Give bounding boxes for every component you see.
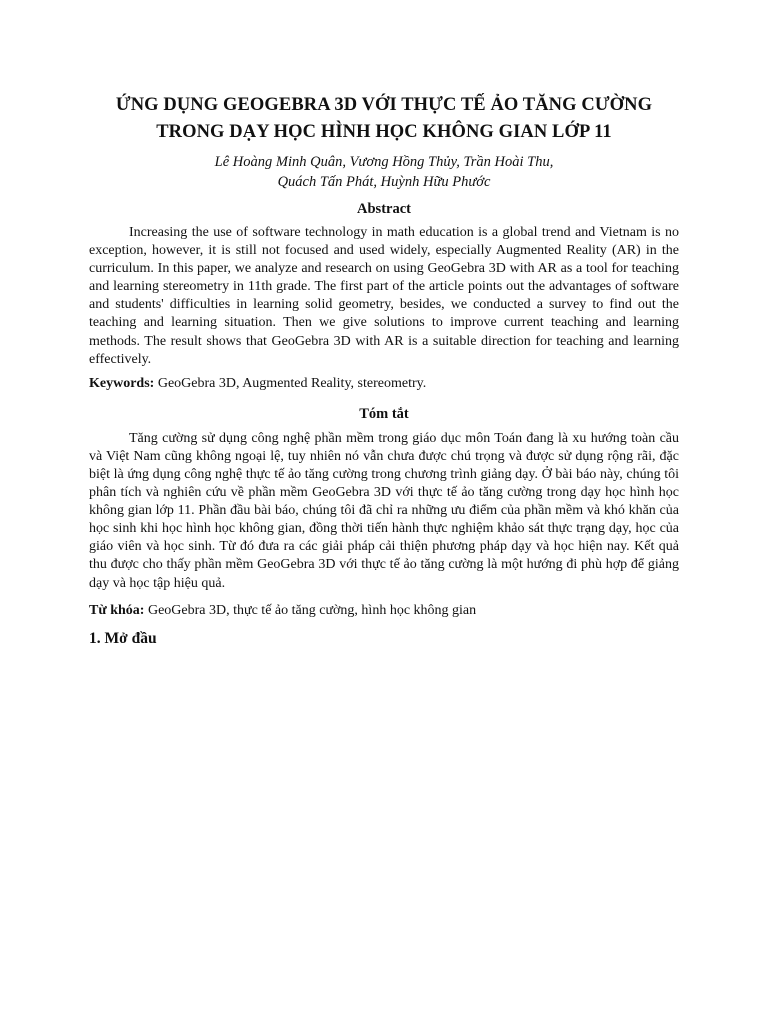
author-line-2: Quách Tấn Phát, Huỳnh Hữu Phước bbox=[277, 174, 491, 190]
paper-title bbox=[89, 92, 679, 146]
paper-title-line-2: TRONG DẠY HỌC HÌNH HỌC KHÔNG GIAN LỚP 11 bbox=[156, 122, 612, 142]
intro-section-heading: 1. Mở đầu bbox=[89, 629, 157, 647]
tomtat-heading: Tóm tắt bbox=[359, 405, 409, 422]
author-line-1: Lê Hoàng Minh Quân, Vương Hồng Thủy, Trần Hoài Thu, bbox=[214, 154, 554, 170]
paper-title-line-1: ỨNG DỤNG GEOGEBRA 3D VỚI THỰC TẾ ẢO TĂNG CƯỜNG bbox=[115, 95, 653, 115]
tomtat-body: Tăng cường sử dụng công nghệ phần mềm trong giáo dục môn Toán đang là xu hướng toàn cầu và Việt Nam cũng không ngoại lệ, tuy nhiên nó vẫn chưa được chú trọng và được sử dụng rộng rãi, đặc biệt là ứng dụng công nghệ thực tế ảo tăng cường trong chương trình giảng dạy. Ở bài báo này, chúng tôi phân tích và nghiên cứu về phần mềm GeoGebra 3D với thực tế ảo tăng cường trong dạy học hình học không gian lớp 11. Phần đầu bài báo, chúng tôi đã chỉ ra những ưu điểm của phần mềm và khó khăn của học sinh khi học hình học không gian, đồng thời tiến hành thực nghiệm khảo sát thực trạng dạy, học của giáo viên và học sinh. Từ đó đưa ra các giải pháp cải thiện phương pháp dạy và học hiện nay. Kết quả thu được cho thấy phần mềm GeoGebra 3D với thực tế ảo tăng cường là một hướng đi phù hợp để giảng dạy và học tập hiệu quả. bbox=[89, 430, 679, 591]
abstract-heading: Abstract bbox=[357, 201, 411, 217]
author-list bbox=[89, 152, 679, 192]
keywords-label: Keywords: bbox=[89, 375, 155, 391]
keywords-value: GeoGebra 3D, Augmented Reality, stereometry. bbox=[157, 375, 427, 391]
tukhoa-label: Từ khóa: bbox=[89, 602, 145, 618]
keywords-line bbox=[89, 375, 679, 393]
tukhoa-value: GeoGebra 3D, thực tế ảo tăng cường, hình học không gian bbox=[147, 602, 477, 618]
tukhoa-line bbox=[89, 602, 679, 620]
paper-page bbox=[89, 92, 679, 649]
abstract-body: Increasing the use of software technology in math education is a global trend and Vietnam is no exception, however, it is still not focused and used widely, especially Augmented Reality (AR) in the curriculum. In this paper, we analyze and research on using GeoGebra 3D with AR as a tool for teaching and learning stereometry in 11th grade. The first part of the article points out the advantages of software and students' difficulties in learning solid geometry, besides, we conducted a survey to find out the teaching and learning situation. Then we give solutions to improve current teaching and learning methods. The result shows that GeoGebra 3D with AR is a suitable direction for teaching and learning effectively. bbox=[89, 225, 679, 367]
